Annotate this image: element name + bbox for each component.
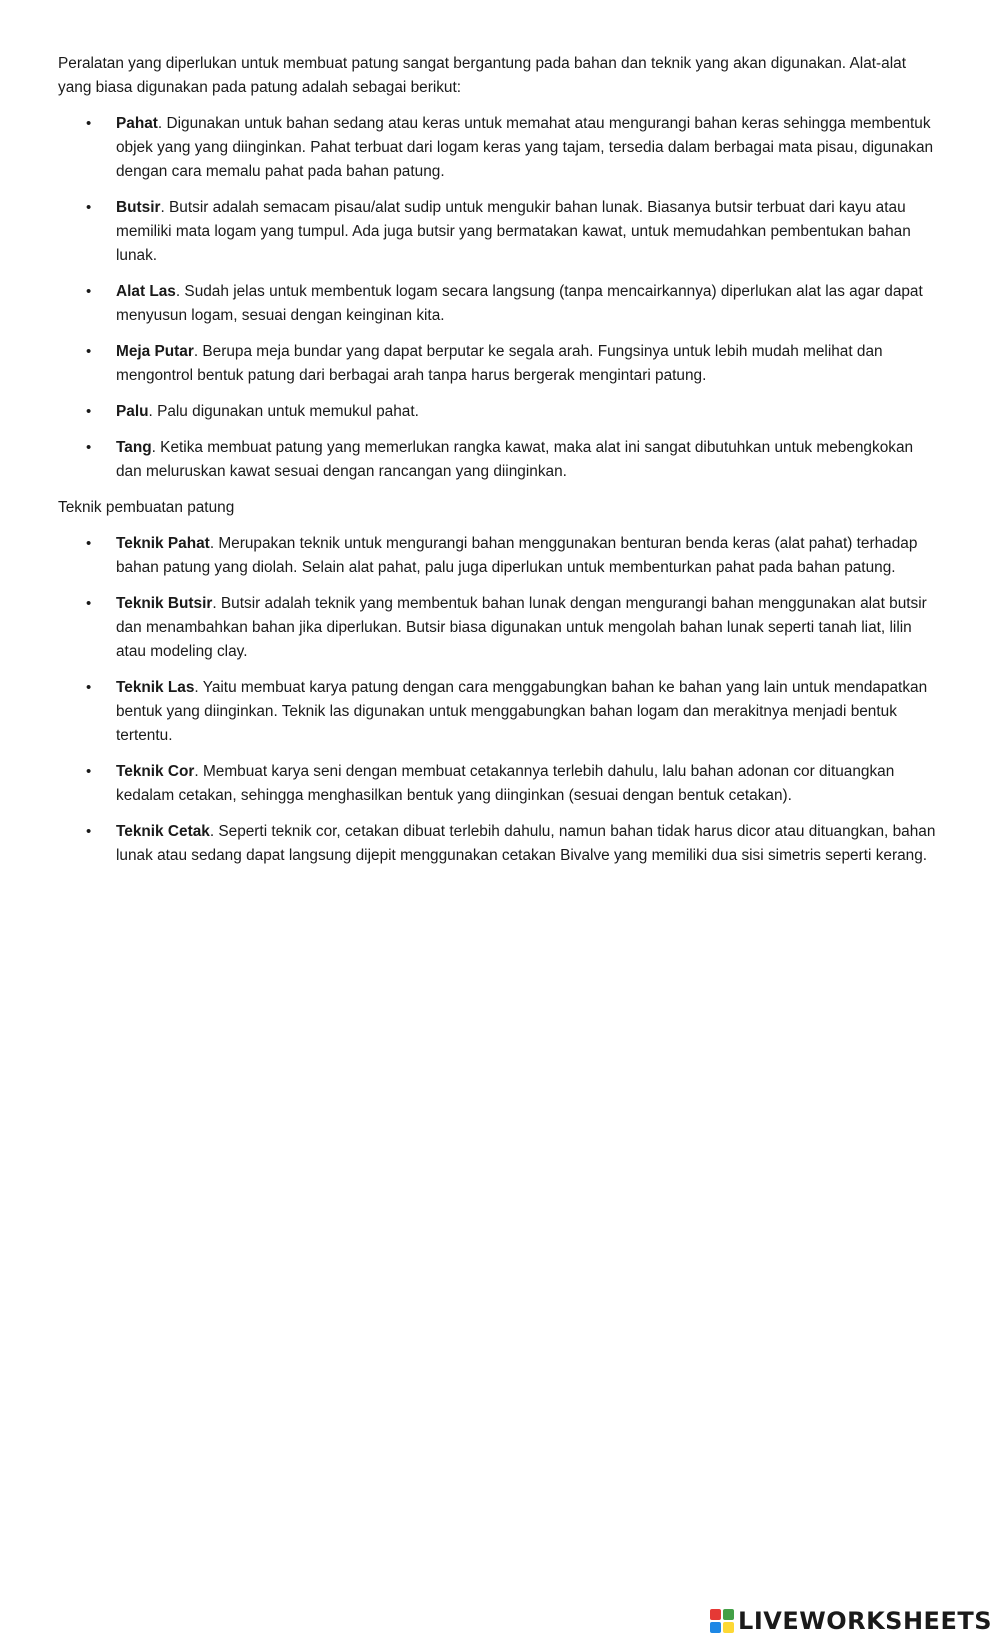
list-item [58, 532, 938, 580]
list-item-text: . Butsir adalah semacam pisau/alat sudip untuk mengukir bahan lunak. Biasanya butsir terbuat dari kayu atau memiliki mata logam yang tumpul. Ada juga butsir yang bermatakan kawat, untuk memudahkan pembentukan bahan lunak. [116, 199, 911, 264]
list-item [58, 340, 938, 388]
list-item-text: . Yaitu membuat karya patung dengan cara menggabungkan bahan ke bahan yang lain untuk mendapatkan bentuk yang diinginkan. Teknik las digunakan untuk menggabungkan bahan logam dan merakitnya menjadi bentuk tertentu. [116, 679, 928, 744]
list-item [58, 280, 938, 328]
list-item-term: Butsir [116, 199, 161, 216]
list-item-text: . Merupakan teknik untuk mengurangi bahan menggunakan benturan benda keras (alat pahat) terhadap bahan patung yang diolah. Selain alat pahat, palu juga diperlukan untuk membenturkan pahat pada bahan patung. [116, 535, 918, 576]
bullet-icon: • [86, 403, 92, 420]
liveworksheets-logo [710, 1607, 992, 1635]
tools-list [58, 112, 938, 484]
list-item-text: . Palu digunakan untuk memukul pahat. [148, 403, 419, 420]
list-item-term: Teknik Pahat [116, 535, 210, 552]
list-item-term: Teknik Cetak [116, 823, 210, 840]
list-item-text: . Ketika membuat patung yang memerlukan rangka kawat, maka alat ini sangat dibutuhkan untuk mebengkokan dan meluruskan kawat sesuai dengan rancangan yang diinginkan. [116, 439, 914, 480]
bullet-icon: • [86, 115, 92, 132]
list-item [58, 196, 938, 268]
bullet-icon: • [86, 343, 92, 360]
bullet-icon: • [86, 595, 92, 612]
bullet-icon: • [86, 535, 92, 552]
list-item-term: Teknik Cor [116, 763, 195, 780]
list-item-term: Teknik Las [116, 679, 195, 696]
techniques-list [58, 532, 938, 868]
list-item-term: Pahat [116, 115, 158, 132]
list-item-term: Teknik Butsir [116, 595, 213, 612]
liveworksheets-logo-icon [710, 1609, 734, 1633]
list-item-term: Alat Las [116, 283, 176, 300]
techniques-heading: Teknik pembuatan patung [58, 499, 235, 516]
bullet-icon: • [86, 679, 92, 696]
list-item [58, 760, 938, 808]
list-item-term: Meja Putar [116, 343, 194, 360]
logo-square-blue [710, 1622, 721, 1633]
logo-text: LIVEWORKSHEETS [738, 1607, 992, 1635]
list-item-text: . Butsir adalah teknik yang membentuk bahan lunak dengan mengurangi bahan menggunakan alat butsir dan menambahkan bahan jika diperlukan. Butsir biasa digunakan untuk mengolah bahan lunak seperti tanah liat, lilin atau modeling clay. [116, 595, 927, 660]
bullet-icon: • [86, 283, 92, 300]
list-item-term: Tang [116, 439, 152, 456]
list-item [58, 112, 938, 184]
list-item [58, 400, 938, 424]
bullet-icon: • [86, 763, 92, 780]
logo-square-yellow [723, 1622, 734, 1633]
intro-paragraph: Peralatan yang diperlukan untuk membuat patung sangat bergantung pada bahan dan teknik yang akan digunakan. Alat-alat yang biasa digunakan pada patung adalah sebagai berikut: [58, 55, 906, 96]
list-item [58, 820, 938, 868]
list-item [58, 676, 938, 748]
list-item [58, 436, 938, 484]
document-body [58, 52, 938, 880]
list-item [58, 592, 938, 664]
list-item-text: . Sudah jelas untuk membentuk logam secara langsung (tanpa mencairkannya) diperlukan alat las agar dapat menyusun logam, sesuai dengan keinginan kita. [116, 283, 923, 324]
list-item-text: . Membuat karya seni dengan membuat cetakannya terlebih dahulu, lalu bahan adonan cor dituangkan kedalam cetakan, sehingga menghasilkan bentuk yang diinginkan (sesuai dengan bentuk cetakan). [116, 763, 895, 804]
bullet-icon: • [86, 823, 92, 840]
bullet-icon: • [86, 199, 92, 216]
list-item-text: . Berupa meja bundar yang dapat berputar ke segala arah. Fungsinya untuk lebih mudah melihat dan mengontrol bentuk patung dari berbagai arah tanpa harus bergerak mengintari patung. [116, 343, 883, 384]
bullet-icon: • [86, 439, 92, 456]
list-item-text: . Seperti teknik cor, cetakan dibuat terlebih dahulu, namun bahan tidak harus dicor atau dituangkan, bahan lunak atau sedang dapat langsung dijepit menggunakan cetakan Bivalve yang memiliki dua sisi simetris seperti kerang. [116, 823, 936, 864]
logo-square-green [723, 1609, 734, 1620]
logo-square-red [710, 1609, 721, 1620]
list-item-term: Palu [116, 403, 149, 420]
list-item-text: . Digunakan untuk bahan sedang atau keras untuk memahat atau mengurangi bahan keras sehingga membentuk objek yang yang diinginkan. Pahat terbuat dari logam keras yang tajam, tersedia dalam berbagai mata pisau, digunakan dengan cara memalu pahat pada bahan patung. [116, 115, 934, 180]
